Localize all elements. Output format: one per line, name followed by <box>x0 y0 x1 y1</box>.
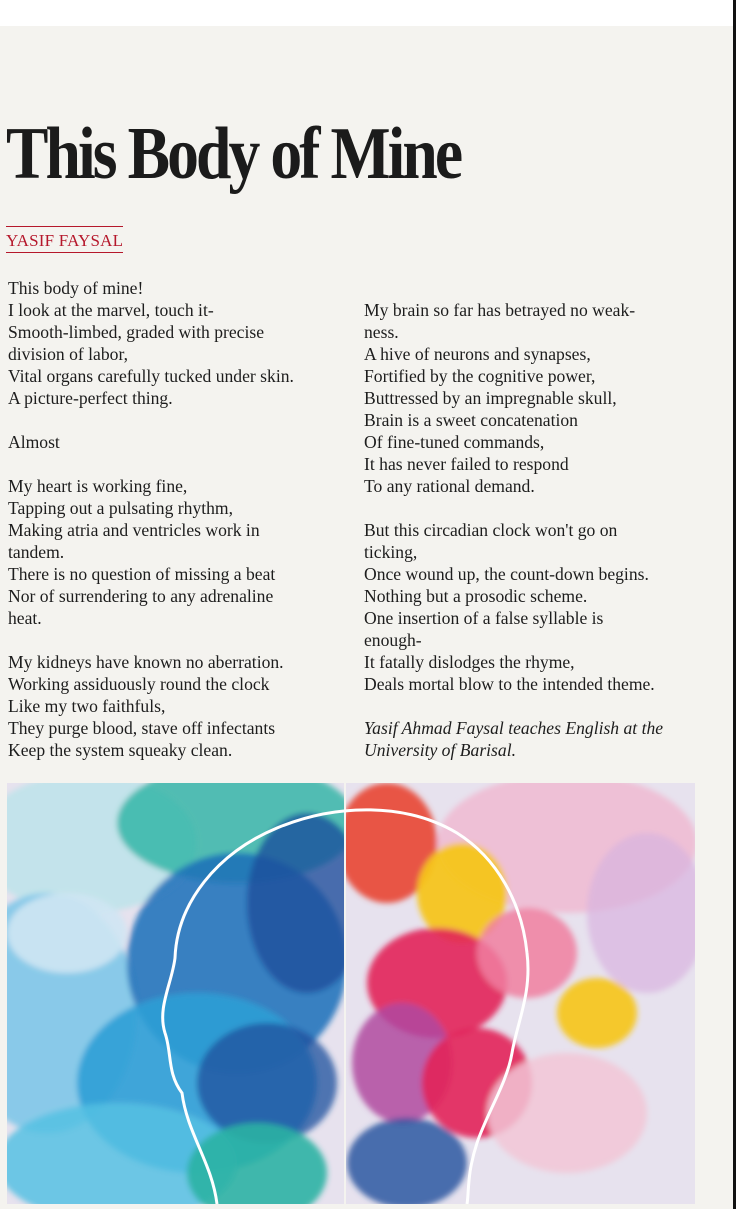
poem-line: But this circadian clock won't go on <box>364 520 618 540</box>
poem-line: Almost <box>8 432 60 452</box>
stanza-break <box>8 629 294 651</box>
poem-line: Once wound up, the count-down begins. <box>364 564 649 584</box>
author-credit-line: University of Barisal. <box>364 740 516 760</box>
poem-line: One insertion of a false syllable is <box>364 608 604 628</box>
poem-line: They purge blood, stave off infectants <box>8 718 276 738</box>
poem-line: Deals mortal blow to the intended theme. <box>364 674 655 694</box>
stanza-break <box>364 497 663 519</box>
poem-line: Keep the system squeaky clean. <box>8 740 233 760</box>
poem-line: Nor of surrendering to any adrenaline <box>8 586 274 606</box>
author-credit-line: Yasif Ahmad Faysal teaches English at the <box>364 718 664 738</box>
poem-line: It has never failed to respond <box>364 454 569 474</box>
poem-line: Like my two faithfuls, <box>8 696 166 716</box>
poem-line: I look at the marvel, touch it- <box>8 300 214 320</box>
poem-column-2 <box>364 299 663 761</box>
poem-line: My heart is working fine, <box>8 476 188 496</box>
poem-line: Buttressed by an impregnable skull, <box>364 388 617 408</box>
poem-line: tandem. <box>8 542 65 562</box>
poem-line: Fortified by the cognitive power, <box>364 366 596 386</box>
poem-line: Brain is a sweet concatenation <box>364 410 578 430</box>
stanza-break <box>8 409 294 431</box>
poem-line: It fatally dislodges the rhyme, <box>364 652 575 672</box>
author-byline: YASIF FAYSAL <box>6 226 123 253</box>
poem-line: Working assiduously round the clock <box>8 674 270 694</box>
poem-line: enough- <box>364 630 422 650</box>
poem-line: My kidneys have known no aberration. <box>8 652 284 672</box>
poem-line: A hive of neurons and synapses, <box>364 344 591 364</box>
poem-line: Making atria and ventricles work in <box>8 520 260 540</box>
poem-line: heat. <box>8 608 42 628</box>
poem-column-1 <box>8 277 294 761</box>
poem-line: ness. <box>364 322 399 342</box>
poem-line: Nothing but a prosodic scheme. <box>364 586 588 606</box>
poem-line: Tapping out a pulsating rhythm, <box>8 498 234 518</box>
poem-line: A picture-perfect thing. <box>8 388 173 408</box>
poem-line: Vital organs carefully tucked under skin. <box>8 366 294 386</box>
poem-line: ticking, <box>364 542 418 562</box>
stanza-break <box>364 695 663 717</box>
poem-line: My brain so far has betrayed no weak- <box>364 300 636 320</box>
stanza-break <box>8 453 294 475</box>
poem-line: There is no question of missing a beat <box>8 564 276 584</box>
poem-line: To any rational demand. <box>364 476 535 496</box>
brain-watercolor-illustration <box>7 783 695 1204</box>
poem-line: division of labor, <box>8 344 128 364</box>
poem-line: This body of mine! <box>8 278 144 298</box>
poem-line: Smooth-limbed, graded with precise <box>8 322 265 342</box>
article-title: This Body of Mine <box>6 113 461 195</box>
poem-line: Of fine-tuned commands, <box>364 432 545 452</box>
